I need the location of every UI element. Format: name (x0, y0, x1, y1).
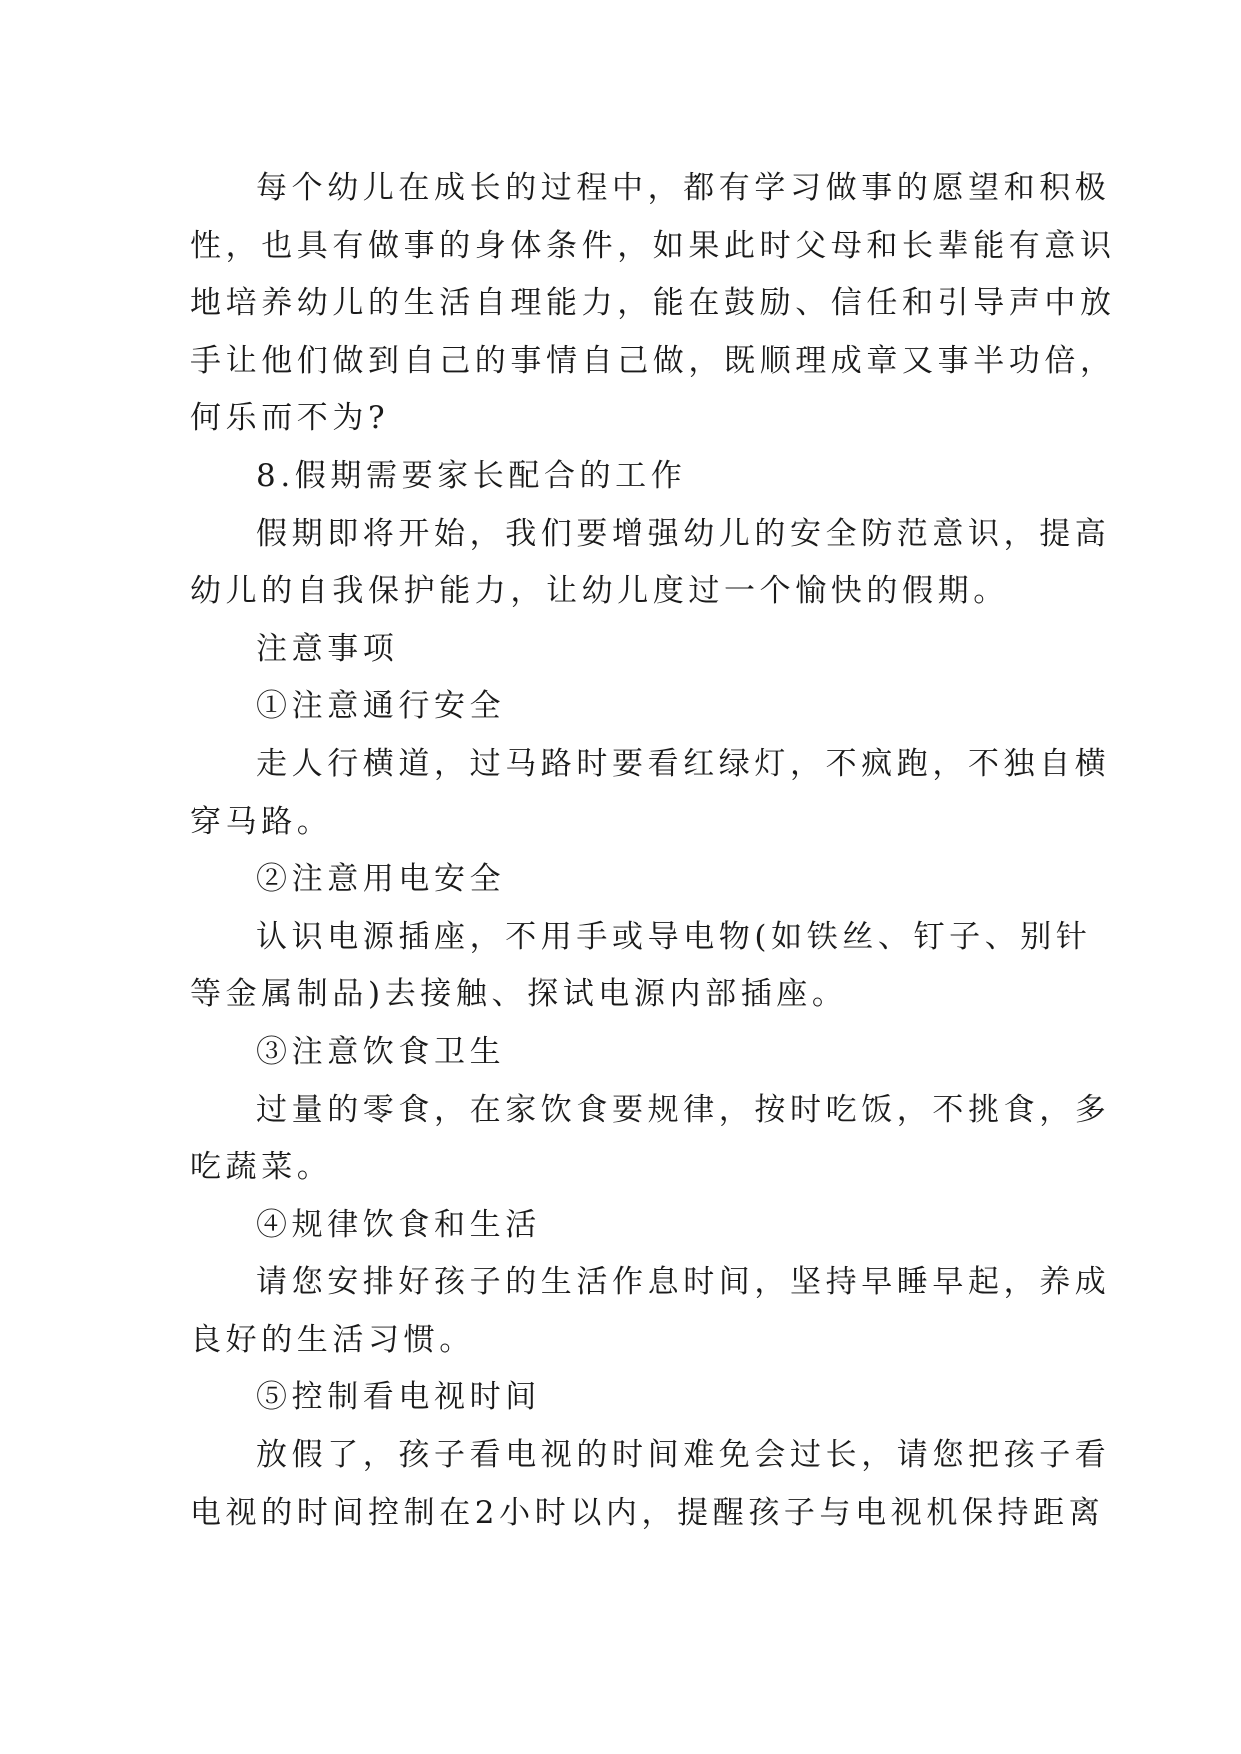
subsection-heading: 注意事项 (256, 630, 399, 667)
item-heading: ③注意饮食卫生 (256, 1033, 506, 1070)
paragraph-line: 穿马路。 (190, 803, 333, 840)
document-body (190, 160, 1116, 1542)
paragraph-line: 认识电源插座，不用手或导电物(如铁丝、钉子、别针 (256, 918, 1092, 955)
section-heading: 8.假期需要家长配合的工作 (256, 457, 687, 494)
paragraph-line: 手让他们做到自己的事情自己做，既顺理成章又事半功倍， (190, 342, 1116, 379)
paragraph-line: 走人行横道，过马路时要看红绿灯，不疯跑，不独自横 (256, 745, 1111, 782)
paragraph-line: 何乐而不为? (190, 400, 390, 437)
paragraph-line: 请您安排好孩子的生活作息时间，坚持早睡早起，养成 (256, 1264, 1111, 1301)
paragraph-line: 地培养幼儿的生活自理能力，能在鼓励、信任和引导声中放 (190, 285, 1116, 322)
item-heading: ②注意用电安全 (256, 861, 506, 898)
paragraph-line: 吃蔬菜。 (190, 1149, 333, 1186)
paragraph-line: 每个幼儿在成长的过程中，都有学习做事的愿望和积极 (256, 170, 1111, 206)
paragraph-line: 幼儿的自我保护能力，让幼儿度过一个愉快的假期。 (190, 573, 1009, 610)
paragraph-line: 假期即将开始，我们要增强幼儿的安全防范意识，提高 (256, 515, 1111, 552)
item-heading: ⑤控制看电视时间 (256, 1379, 541, 1416)
paragraph-line: 过量的零食，在家饮食要规律，按时吃饭，不挑食，多 (256, 1091, 1111, 1128)
paragraph-line: 性，也具有做事的身体条件，如果此时父母和长辈能有意识 (190, 227, 1116, 264)
paragraph-line: 放假了，孩子看电视的时间难免会过长，请您把孩子看 (256, 1437, 1111, 1474)
paragraph-line: 电视的时间控制在2小时以内，提醒孩子与电视机保持距离 (190, 1494, 1105, 1531)
item-heading: ①注意通行安全 (256, 688, 506, 725)
paragraph-line: 等金属制品)去接触、探试电源内部插座。 (190, 976, 848, 1013)
item-heading: ④规律饮食和生活 (256, 1206, 541, 1243)
paragraph-line: 良好的生活习惯。 (190, 1321, 475, 1358)
